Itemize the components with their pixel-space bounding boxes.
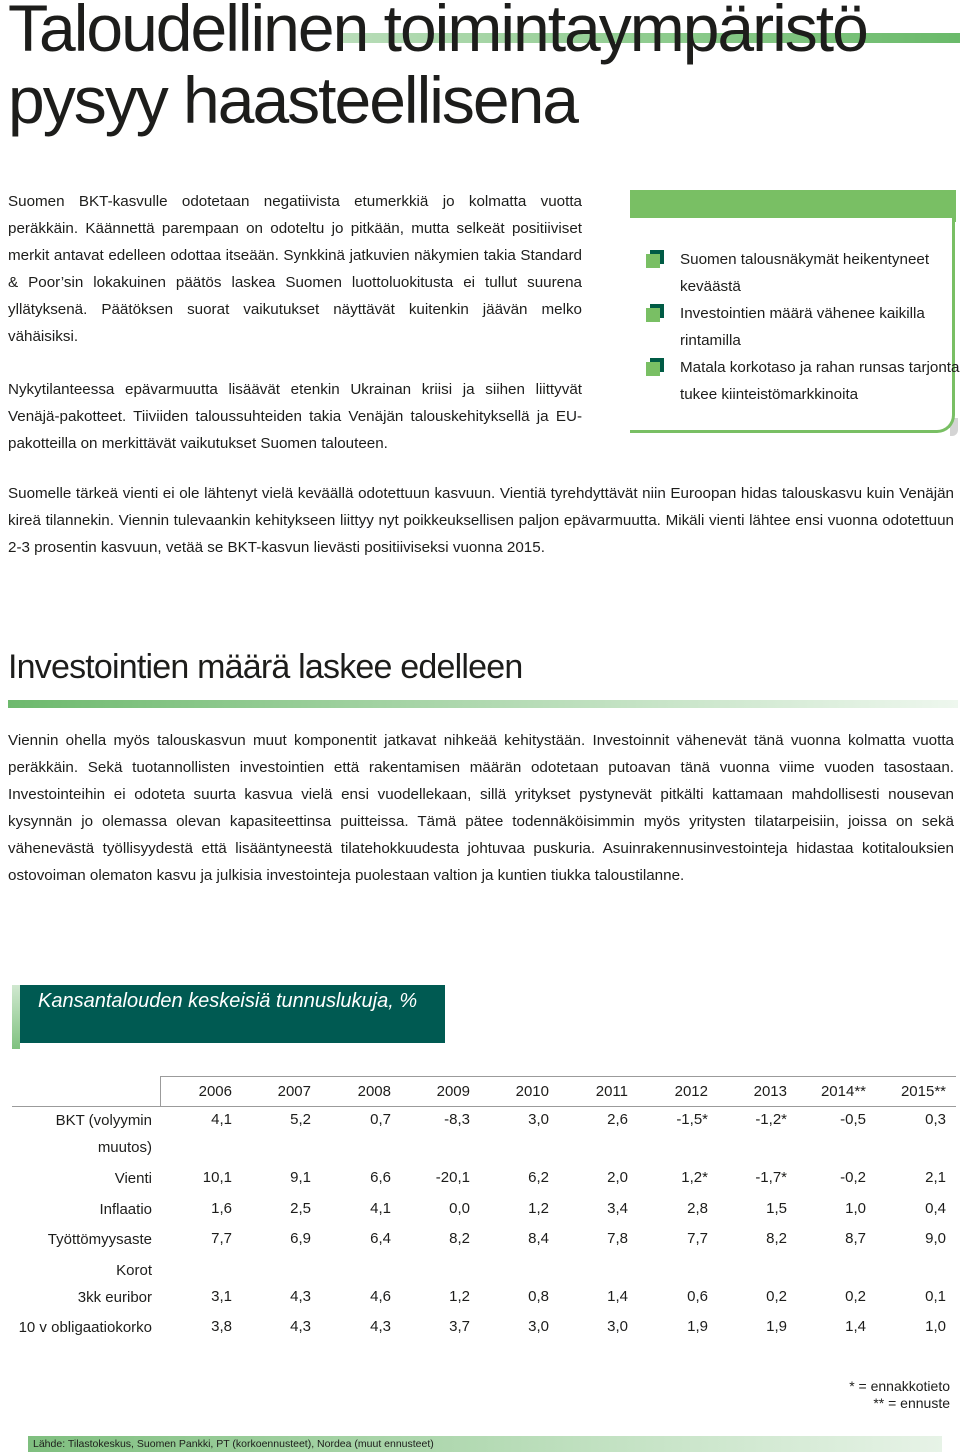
table-cell: 4,3: [290, 1288, 311, 1305]
table-cell: 2,1: [925, 1169, 946, 1186]
table-cell: 2,5: [290, 1200, 311, 1217]
table-cell: 4,1: [211, 1111, 232, 1128]
table-header-year: 2013: [753, 1083, 787, 1100]
table-cell: 4,1: [370, 1200, 391, 1217]
table-cell: 6,2: [528, 1169, 549, 1186]
table-cell: 10,1: [202, 1169, 232, 1186]
table-cell: 4,6: [370, 1288, 391, 1305]
table-cell: -0,5: [840, 1111, 866, 1128]
table-cell: 1,2: [449, 1288, 470, 1305]
table-cell: 8,2: [766, 1230, 787, 1247]
table-cell: 1,4: [607, 1288, 628, 1305]
table-cell: 8,4: [528, 1230, 549, 1247]
table-cell: 6,9: [290, 1230, 311, 1247]
paragraph-exports: Suomelle tärkeä vienti ei ole lähtenyt vielä keväällä odotettuun kasvuun. Vientiä tyrehdyttävät niin Euroopan hidas talouskasvu kuin Venäjän kireä tilannekin. Viennin tulevaankin kehitykseen liittyy nyt poikkeuksellisen paljon epävarmuutta. Mikäli vienti lähtee ensi vuonna odotettuun 2-3 prosentin kasvuun, vetää se BKT-kasvun lievästi positiiviseksi vuonna 2015.: [8, 485, 954, 556]
paragraph-investments: Viennin ohella myös talouskasvun muut komponentit jatkavat nihkeää kehitystään. Investoinnit vähenevät tänä vuonna kolmatta vuotta peräkkäin. Sekä tuotannollisten investointien että rakentamisen määrän odotetaan putoavan tänä vuonna viime vuoden tasostaan. Investointeihin ei odoteta suurta kasvua vielä ensi vuodellekaan, sillä yritykset pystynevät pitkälti kattamaan mahdollisesti nousevan kysynnän jo olemassa olevan kapasiteettinsa puitteissa. Tämä pätee todennäköisimmin myös yritysten tilatarpeisiin, joissa on sekä vähenevästä työllisyydestä että lisääntyneestä tilatehokkuudesta johtuvaa puskuria. Asuinrakennusinvestointeja hidastaa kotitalouksien ostovoiman olematon kasvu ja julkisia investointeja puolestaan valtion ja kuntien tiukka taloustilanne.: [8, 732, 954, 884]
table-cell: 1,9: [687, 1318, 708, 1335]
table-cell: 3,0: [607, 1318, 628, 1335]
table-cell: 8,7: [845, 1230, 866, 1247]
table-cell: 1,5: [766, 1200, 787, 1217]
table-cell: -8,3: [444, 1111, 470, 1128]
table-cell: -1,2*: [755, 1111, 787, 1128]
table-cell: 1,2: [528, 1200, 549, 1217]
table-cell: 1,6: [211, 1200, 232, 1217]
table-cell: 0,1: [925, 1288, 946, 1305]
table-cell: 0,2: [766, 1288, 787, 1305]
table-cell: 3,0: [528, 1111, 549, 1128]
table-cell: 7,8: [607, 1230, 628, 1247]
table-cell: 2,8: [687, 1200, 708, 1217]
table-cell: 0,7: [370, 1111, 391, 1128]
table-cell: 9,0: [925, 1230, 946, 1247]
table-cell: 7,7: [687, 1230, 708, 1247]
table-header-year: 2006: [198, 1083, 232, 1100]
table-notes: [780, 1378, 950, 1412]
table-header-year: 2007: [277, 1083, 311, 1100]
table-cell: 1,0: [845, 1200, 866, 1217]
table-cell: -0,2: [840, 1169, 866, 1186]
table-title: Kansantalouden keskeisiä tunnuslukuja, %: [38, 990, 418, 1012]
table-cell: 3,4: [607, 1200, 628, 1217]
table-cell: -20,1: [435, 1169, 470, 1186]
table-cell: 4,3: [370, 1318, 391, 1335]
paragraph-uncertainty: Nykytilanteessa epävarmuutta lisäävät etenkin Ukrainan kriisi ja siihen liittyvät Venäjä-pakotteet. Tiiviiden taloussuhteiden takia Venäjän talouskehityksellä ja EU-pakotteilla on merkittävät vaikutukset Suomen talouteen.: [8, 381, 582, 452]
table-cell: 3,0: [528, 1318, 549, 1335]
paragraph-intro: Suomen BKT-kasvulle odotetaan negatiivista etumerkkiä jo kolmatta vuotta peräkkäin. Käännettä parempaan on odoteltu jo pitkään, mutta selkeät positiiviset merkit antavat edelleen odottaa itseään. Synkkinä jatkuvien näkymien takia Standard & Poor’sin lokakuinen päätös laskea Suomen luottoluokitusta ei tullut suurena yllätyksenä. Päätöksen suorat vaikutukset näyttävät kuitenkin jäävän melko vähäisiksi.: [8, 193, 582, 345]
note-forecast: ** = ennuste: [873, 1395, 950, 1411]
table-cell: -1,5*: [676, 1111, 708, 1128]
highlight-text: Investointien määrä vähenee kaikilla rintamilla: [680, 305, 925, 349]
table-cell: 8,2: [449, 1230, 470, 1247]
table-header-year: 2008: [357, 1083, 391, 1100]
table-row-label: BKT (volyymin: [55, 1112, 152, 1129]
table-cell: 2,0: [607, 1169, 628, 1186]
table-row-label: muutos): [97, 1139, 152, 1156]
highlight-text: Suomen talousnäkymät heikentyneet keväästä: [680, 251, 930, 295]
table-cell: 3,8: [211, 1318, 232, 1335]
table-cell: 9,1: [290, 1169, 311, 1186]
table-row-label: Inflaatio: [99, 1201, 152, 1218]
table-cell: -1,7*: [755, 1169, 787, 1186]
table-cell: 0,2: [845, 1288, 866, 1305]
table-header-year: 2011: [595, 1083, 628, 1100]
table-row-label: Työttömyysaste: [47, 1231, 152, 1248]
table-header-year: 2014**: [820, 1083, 866, 1100]
table-cell: 0,6: [687, 1288, 708, 1305]
table-cell: 3,1: [211, 1288, 232, 1305]
table-cell: 6,6: [370, 1169, 391, 1186]
page-title-line-2: pysyy haasteellisena: [8, 63, 578, 137]
table-cell: 0,4: [925, 1200, 946, 1217]
highlight-text: Matala korkotaso ja rahan runsas tarjonta tukee kiinteistömarkkinoita: [680, 359, 960, 403]
table-header-year: 2009: [436, 1083, 470, 1100]
table-cell: 0,3: [925, 1111, 946, 1128]
table-header-year: 2012: [674, 1083, 708, 1100]
table-cell: 0,8: [528, 1288, 549, 1305]
table-cell: 1,9: [766, 1318, 787, 1335]
page-title-line-1: Taloudellinen toimintaympäristö: [8, 0, 867, 65]
table-row-label: 10 v obligaatiokorko: [18, 1319, 152, 1336]
section-title: Investointien määrä laskee edelleen: [8, 648, 523, 686]
table-cell: 1,2*: [681, 1169, 708, 1186]
table-cell: 1,0: [925, 1318, 946, 1335]
table-cell: 1,4: [845, 1318, 866, 1335]
table-row-label: 3kk euribor: [77, 1289, 152, 1306]
table-row-label: Korot: [116, 1262, 152, 1279]
table-cell: 0,0: [449, 1200, 470, 1217]
table-cell: 2,6: [607, 1111, 628, 1128]
table-cell: 4,3: [290, 1318, 311, 1335]
table-header-year: 2015**: [900, 1083, 946, 1100]
table-header-year: 2010: [515, 1083, 549, 1100]
table-cell: 3,7: [449, 1318, 470, 1335]
table-row-label: Vienti: [114, 1170, 152, 1187]
table-cell: 7,7: [211, 1230, 232, 1247]
table-cell: 6,4: [370, 1230, 391, 1247]
source-text: Lähde: Tilastokeskus, Suomen Pankki, PT (korkoennusteet), Nordea (muut ennusteet): [33, 1438, 434, 1450]
note-preliminary: * = ennakkotieto: [849, 1378, 950, 1394]
table-cell: 5,2: [290, 1111, 311, 1128]
